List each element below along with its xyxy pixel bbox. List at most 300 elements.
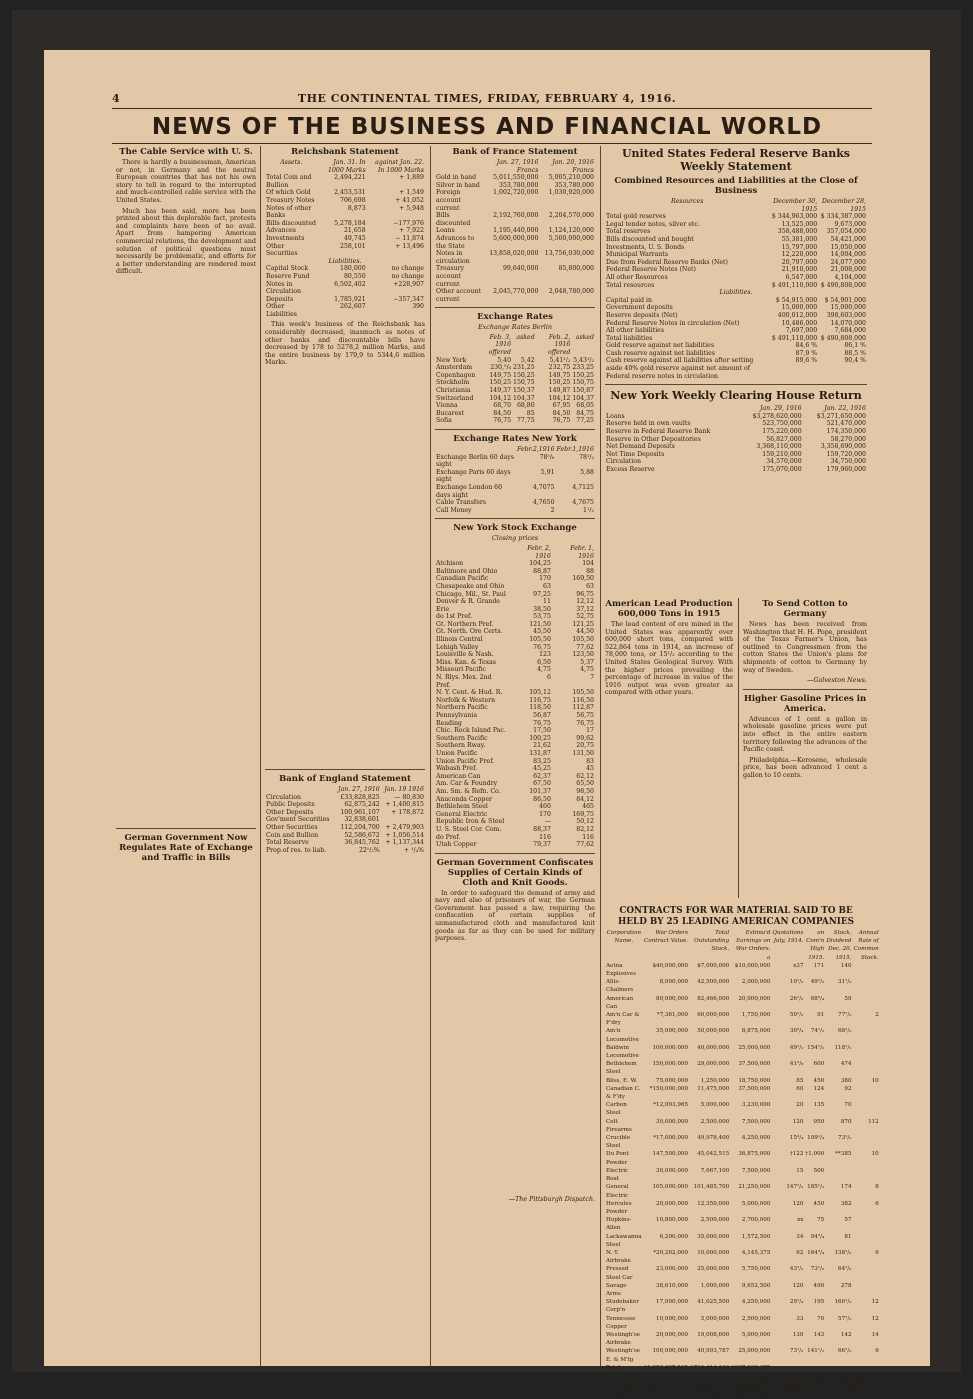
- table-row: [435, 750, 595, 758]
- row-label: Lehigh Valley: [436, 643, 479, 651]
- cell-value: 26¹/₂: [789, 995, 804, 1002]
- table-row: [435, 591, 595, 599]
- cell-value: 10,486,000: [781, 319, 818, 327]
- table-row: [265, 809, 425, 817]
- cell-value: $7,000,000: [697, 962, 730, 969]
- cell-value: 34,570,000: [766, 458, 802, 466]
- cell-value: 14: [871, 1331, 879, 1338]
- row-label: N. Y. Cent. & Hud. R.: [436, 689, 503, 697]
- row-label: Stockholm: [436, 379, 470, 387]
- cell-value: 10: [871, 1151, 879, 1158]
- cell-value: 380: [840, 1077, 852, 1084]
- cell-value: 195: [813, 1299, 825, 1306]
- row-label: Investments, U. S. Bonds: [606, 243, 685, 251]
- row-label: Chesapeake and Ohio: [436, 582, 505, 590]
- cell-value: 13,756,030,000: [544, 250, 594, 258]
- article-headline: German Government Confiscates Supplies of Certain Kinds of Cloth and Knit Goods.: [436, 857, 594, 888]
- cell-value: 62,37: [533, 772, 551, 780]
- cell-value: 104,37: [572, 394, 594, 402]
- cell-value: 94³/₄: [810, 1233, 825, 1240]
- table-row: [605, 320, 867, 328]
- cell-value: 20,000,000: [738, 995, 771, 1002]
- cell-value: 231,25: [513, 364, 535, 372]
- cell-value: 4,75: [580, 666, 594, 674]
- column-header: Quotations July, 1914.: [772, 930, 804, 945]
- cell-value: 82,466,000: [697, 995, 730, 1002]
- cell-value: 2,204,570,000: [548, 212, 594, 220]
- cell-value: 64¹/₂: [838, 1266, 852, 1273]
- row-label: Baltimore and Ohio: [436, 567, 498, 575]
- table-row: [435, 212, 595, 227]
- cell-value: 38,610,000: [656, 1282, 689, 1289]
- cell-value: 30,000,000: [656, 1118, 689, 1125]
- cell-value: 2,700,000: [741, 1217, 771, 1224]
- cell-value: 5,40: [497, 356, 512, 364]
- row-label: Treasury account current: [436, 265, 465, 288]
- cell-value: 40,000,000: [697, 1044, 730, 1051]
- cell-value: 2,453,531: [334, 189, 366, 197]
- cell-value: 98,50: [576, 787, 594, 795]
- table-row: [435, 598, 595, 606]
- row-label: General Electric: [606, 1184, 629, 1199]
- row-label: Total gold reserves: [606, 213, 666, 221]
- row-label: Other Securities: [266, 242, 298, 258]
- cell-value: 116,75: [529, 696, 551, 704]
- cell-value: 62: [796, 1249, 804, 1256]
- cell-value: 14,004,000: [830, 251, 866, 259]
- row-label: Canadian Pacific: [436, 575, 489, 583]
- cell-value: 12,350,000: [697, 1200, 730, 1207]
- cell-value: 123: [539, 651, 551, 659]
- cell-value: 82,12: [576, 825, 594, 833]
- row-label: Gt. North. Ore Certs.: [436, 628, 503, 636]
- cell-value: £33,828,825: [340, 793, 380, 801]
- row-label: Bills discounted: [266, 219, 317, 227]
- row-label: Atchison: [436, 560, 464, 568]
- cell-value: 135: [813, 1102, 825, 1109]
- table-row: [605, 1118, 880, 1134]
- table-row: [605, 995, 880, 1011]
- table-row: [435, 644, 595, 652]
- cell-value: 9,652,500: [741, 1282, 771, 1289]
- cell-value: 147¹/₂: [786, 1184, 804, 1191]
- cell-value: $ 344,963,000: [771, 213, 818, 221]
- cell-value: 490: [813, 1282, 825, 1289]
- table-row: [605, 259, 867, 267]
- cell-value: *20,262,000: [653, 1249, 689, 1256]
- column-divider: [430, 146, 431, 1366]
- cell-value: 45,042,515: [697, 1151, 730, 1158]
- continued-article-body: [116, 279, 256, 824]
- table-row: [435, 735, 595, 743]
- row-label: Total: [606, 1364, 621, 1371]
- table-separator: [435, 518, 595, 519]
- row-label: Bliss, E. W.: [606, 1077, 638, 1084]
- cell-value: 74¹/₂: [810, 1028, 825, 1035]
- cell-value: + ¹/₄%: [403, 846, 424, 854]
- cell-value: 4,7075: [532, 483, 555, 491]
- cell-value: 6: [875, 1348, 879, 1355]
- table-row: [435, 469, 595, 484]
- cell-value: 2,048,780,000: [548, 288, 594, 296]
- cell-value: 150,25: [572, 371, 594, 379]
- row-label: Cash reserve against all liabilities after setting aside 40% gold reserve against net amount of Federal reserve notes in circulation: [606, 357, 754, 380]
- article-paragraph: In order to safeguard the demand of army and navy and also of prisoners of war, the German Government has passed a law, requiring the confiscation of certain supplies of unmanufactured cloth and manufactured knit goods as far as they can be used for military purposes.: [435, 889, 595, 943]
- row-label: All other liabilities: [606, 327, 665, 335]
- cell-value: 62,875,242: [344, 801, 380, 809]
- cell-value: 15: [796, 1167, 804, 1174]
- cell-value: 50¹/₂: [789, 1012, 804, 1019]
- table-row: [435, 834, 595, 842]
- cell-value: —: [544, 818, 551, 826]
- row-label: Reserve Fund: [266, 272, 310, 280]
- cell-value: 6: [875, 1200, 879, 1207]
- table-row: [265, 296, 425, 304]
- cell-value: 159,210,000: [762, 450, 802, 458]
- cell-value: 112,87: [572, 704, 594, 712]
- cell-value: 36,875,000: [738, 1151, 771, 1158]
- cell-value: 87,9 %: [795, 349, 818, 357]
- table-row: [605, 962, 880, 978]
- cell-value: 2,045,770,000: [493, 288, 539, 296]
- cell-value: 141¹/₂: [807, 1348, 825, 1355]
- table-row: [605, 420, 867, 428]
- cell-value: 50,000,000: [697, 1028, 730, 1035]
- cell-value: 120: [792, 1118, 804, 1125]
- cell-value: 77,75: [516, 417, 535, 425]
- table-title: Reichsbank Statement: [291, 147, 399, 157]
- table-row: [435, 758, 595, 766]
- cell-value: 85,800,000: [558, 265, 594, 273]
- row-label: Switzerland: [436, 394, 474, 402]
- table-row: [605, 1011, 880, 1027]
- bank-of-england-table: Jan. 27, 1916 Jan. 19 1916 Circulation £33,828,825 — 80,830 Public Deposits 62,875,242 + 1,400,815 Other Deposits 100,961,107 + 178,872 Gov'ment Securities 32,838,601 Other Securities 112,204,700 + 2,479,903 Coin and Bullion 52,586,672 + 1,056,514 Total Reserve 36,845,762 + 1,137,344 Prop.of res. to liab. 22¹/₂% + ¹/₄%: [266, 786, 424, 854]
- cell-value: −177,976: [393, 219, 424, 227]
- cell-value: 49,745: [343, 234, 366, 242]
- cell-value: 258,101: [340, 242, 366, 250]
- cell-value: 21,250,000: [738, 1184, 771, 1191]
- row-label: Total Reserve: [266, 839, 309, 847]
- cell-value: 76,75: [576, 719, 594, 727]
- cell-value: [853, 1134, 880, 1150]
- table-row: [435, 674, 595, 689]
- table-row: [265, 794, 425, 802]
- row-label: Reserve held in own vaults: [606, 420, 691, 428]
- row-label: Copenhagen: [436, 371, 476, 379]
- cell-value: [853, 1085, 880, 1101]
- row-label: Public Deposits: [266, 801, 315, 809]
- cell-value: 2,192,760,000: [493, 212, 539, 220]
- cell-value: 382: [840, 1200, 852, 1207]
- cell-value: 25,000,000: [738, 1348, 771, 1355]
- cell-value: 60,000,000: [697, 1012, 730, 1019]
- page-number: 4: [112, 92, 120, 105]
- cell-value: 1,124,120,000: [548, 227, 594, 235]
- cell-value: 5,000,000: [700, 1315, 730, 1322]
- cell-value: 38,50: [533, 605, 551, 613]
- column-reichsbank: [265, 146, 425, 1366]
- cell-value: + 13,496: [395, 242, 424, 250]
- cell-value: 12,12: [576, 598, 594, 606]
- row-label: Cable Transfers: [436, 499, 487, 507]
- row-label: Norfolk & Western: [436, 696, 496, 704]
- cell-value: 120: [792, 1200, 804, 1207]
- table-row: [435, 507, 595, 515]
- table-row: [605, 251, 867, 259]
- cell-value: 21,658: [343, 227, 366, 235]
- cell-value: 278: [840, 1282, 852, 1289]
- table-row: [265, 273, 425, 281]
- row-label: Colt Firearms: [606, 1118, 632, 1133]
- column-header: Stock, Dividend Dec. 20, 1915.: [826, 930, 852, 961]
- federal-reserve-table: Resources December 30, 1915 December 28, 1915 Total gold reserves $ 344,963,000 $ 334,387,000 Legal tender notes, silver etc. 13,525,000 9,673,000 Total reserves 358,488,000 357,054,000 Bills discounted and bought 55,381,000 54,421,000 Investments, U. S. Bonds 15,797,000 15,050,000 Municipal Warrants 12,220,000 14,004,000 Due from Federal Reserve Banks (Net) 20,797,000 24,077,000 Federal Reserve Notes (Net) 21,910,000 21,008,000 All other Resources 6,547,000 4,104,000 Total resources $ 491,110,000 $ 490,808,000 Liabilities. Capital paid in $ 54,915,000 $ 54,901,000 Government deposits 15,000,000 15,000,000 Reserve deposits (Net) 400,012,000 398,603,000 Federal Reserve Notes in circulation (Net) 10,486,000 14,070,000 All other liabilities 7,697,000 7,684,000 Total liabilities $ 491,110,000 $ 490,808,000 Gold reserve against net liabilities 84,6 % 86,1 % Cash reserve against net liabilities 87,9 % 88,5 % Cash reserve against all liabilities after setting aside 40% gold reserve against net amount of Federal reserve notes in circulation 89,6 % 90,4 %: [606, 198, 866, 380]
- cell-value: 29¹/₄: [789, 1299, 804, 1306]
- cell-value: 104,12: [548, 394, 571, 402]
- table-row: [435, 575, 595, 583]
- table-row: [435, 811, 595, 819]
- war-contracts-table: [605, 929, 880, 1372]
- cell-value: 150,25: [513, 371, 535, 379]
- cell-value: 70: [844, 1102, 852, 1109]
- row-label: Carbon Steel: [606, 1102, 627, 1117]
- cell-value: 35,000,000: [697, 1233, 730, 1240]
- cell-value: [853, 962, 880, 978]
- row-label: Vienna: [436, 402, 458, 410]
- table-row: [435, 659, 595, 667]
- table-row: [435, 788, 595, 796]
- cell-value: 100,25: [529, 734, 551, 742]
- table-row: [435, 613, 595, 621]
- table-row: [605, 1298, 880, 1314]
- banner-rule: [112, 143, 872, 144]
- row-label: Foreign account current: [436, 189, 461, 212]
- cell-value: 13,858,020,000: [489, 250, 539, 258]
- table-row: [265, 281, 425, 296]
- cell-value: 170: [539, 810, 551, 818]
- cell-value: 13,525,000: [781, 220, 818, 228]
- table-row: [265, 847, 425, 855]
- row-label: Wabash Pref.: [436, 765, 478, 773]
- cell-value: [853, 1101, 880, 1117]
- cell-value: x37: [793, 962, 804, 969]
- cell-value: 185¹/₂: [807, 1184, 825, 1191]
- article-headline: The Cable Service with U. S.: [119, 147, 253, 157]
- cell-value: 1,030,920,000: [548, 189, 594, 197]
- table-row: [605, 244, 867, 252]
- cell-value: 21,008,000: [830, 266, 866, 274]
- cell-value: 2,000,000: [741, 979, 771, 986]
- cell-value: **385: [835, 1151, 852, 1158]
- table-row: [435, 484, 595, 499]
- cell-value: 105,50: [572, 689, 594, 697]
- masthead-title: THE CONTINENTAL TIMES, FRIDAY, FEBRUARY 4, 1916.: [297, 92, 677, 105]
- column-header: Estima'd Earnings on War Orders. a: [735, 930, 771, 961]
- cell-value: 12: [871, 1315, 879, 1322]
- cell-value: 5,91: [540, 468, 555, 476]
- row-label: Hopkins-Allen: [606, 1217, 632, 1232]
- table-row: [435, 826, 595, 834]
- article-headline: Higher Gasoline Prices in America.: [743, 693, 867, 714]
- cell-value: 450: [813, 1200, 825, 1207]
- table-row: [605, 1364, 880, 1372]
- cell-value: 140: [840, 962, 852, 969]
- cell-value: [804, 1364, 825, 1372]
- cell-value: 37,500,000: [738, 1085, 771, 1092]
- cell-value: 164³/₄: [807, 1249, 825, 1256]
- cell-value: 2: [875, 1012, 879, 1019]
- exchange-newyork-table: Febr.2,1916 Febr.1,1916 Exchange Berlin 60 days sight 78⁵/₈ 78¹/₂ Exchange Paris 60 days sight 5,91 5,88 Exchange London 60 days sight 4,7075 4,7125 Cable Transfers 4,7650 4,7675 Call Money 2 1¹/₂: [436, 446, 594, 514]
- table-row: [435, 689, 595, 697]
- article-paragraph: Much has been said, more has been printed about this deplorable fact, protests and complaints have been of no avail. Apart from hampering American commercial relations, the development and solution of political questions must necessarily be problematic, and efforts for a better understanding are rendered most difficult.: [116, 207, 256, 276]
- cell-value: 1,785,921: [334, 295, 366, 303]
- cell-value: 10: [871, 1077, 879, 1084]
- cell-value: 112: [868, 1118, 879, 1125]
- cell-value: 150,25: [548, 379, 571, 387]
- cell-value: 870: [840, 1118, 852, 1125]
- cell-value: 14,070,000: [830, 319, 866, 327]
- cell-value: 63: [543, 582, 551, 590]
- column-cable-service: [116, 146, 256, 1366]
- cell-value: 104,37: [513, 394, 535, 402]
- cell-value: 4,7675: [572, 499, 594, 507]
- row-label: Bethlehem Steel: [436, 803, 488, 811]
- row-label: Total resources: [606, 281, 655, 289]
- cell-value: +228,907: [393, 280, 424, 288]
- cell-value: no change: [391, 272, 424, 280]
- cell-value: 20,000,000: [656, 1331, 689, 1338]
- cell-value: 4,145,375: [741, 1249, 771, 1256]
- row-label: Cash reserve against net liabilities: [606, 349, 715, 357]
- table-row: [435, 780, 595, 788]
- cell-value: $ 491,110,000: [771, 281, 818, 289]
- row-label: Bucarest: [436, 409, 464, 417]
- cell-value: 83: [586, 757, 594, 765]
- cell-value: 78¹/₂: [579, 453, 594, 461]
- cell-value: [771, 1364, 804, 1372]
- cell-value: 118¹/₂: [834, 1044, 852, 1051]
- row-label: Reserve deposits (Net): [606, 311, 678, 319]
- table-row: [435, 182, 595, 190]
- cell-value: 68,80: [516, 402, 535, 410]
- table-row: [605, 1150, 880, 1166]
- cell-value: 6,547,000: [785, 273, 818, 281]
- cell-value: 52,586,672: [344, 831, 380, 839]
- row-label: Illinois Central: [436, 636, 483, 644]
- table-row: [605, 1183, 880, 1199]
- table-row: [605, 458, 867, 466]
- cell-value: 1,002,720,000: [493, 189, 539, 197]
- row-label: American Can: [606, 995, 634, 1010]
- cell-value: + 41,052: [395, 196, 424, 204]
- masthead: [44, 92, 930, 106]
- cell-value: 79,37: [533, 841, 551, 849]
- row-label: Notes of other Banks: [266, 204, 312, 220]
- table-row: [265, 205, 425, 220]
- masthead-rule: [112, 108, 872, 109]
- cell-value: 41,025,500: [697, 1299, 730, 1306]
- cell-value: 49¹/₂: [810, 979, 825, 986]
- cell-value: [853, 1044, 880, 1060]
- column-header: Total Outstanding Stock.: [694, 930, 730, 953]
- cell-value: 120: [792, 1282, 804, 1289]
- cell-value: 5,000,000: [741, 1200, 771, 1207]
- row-label: Coin and Bullion: [266, 831, 319, 839]
- table-row: [435, 727, 595, 735]
- cell-value: 8,873: [347, 204, 366, 212]
- cell-value: 57¹/₂: [838, 1315, 852, 1322]
- cell-value: 5,278,184: [334, 219, 366, 227]
- table-row: [435, 606, 595, 614]
- article-paragraph: This week's business of the Reichsbank has considerably decreased, inasmuch as notes of other banks and discountable bills have decreased by 178 to 5278,2 million Marks, and the entire business by 179,9 to 5344,6 million Marks.: [265, 321, 425, 367]
- table-row: [605, 1060, 880, 1076]
- cell-value: 131,87: [529, 749, 551, 757]
- cell-value: 83,25: [533, 757, 551, 765]
- cell-value: [853, 1282, 880, 1298]
- cell-value: 17,50: [533, 727, 551, 735]
- cell-value: 5,88: [580, 468, 594, 476]
- cell-value: 150,75: [513, 379, 535, 387]
- row-label: Republic Iron & Steel: [436, 818, 505, 826]
- table-row: [605, 1167, 880, 1183]
- newspaper-page: [44, 50, 930, 1399]
- cell-value: 8,000,000: [659, 979, 689, 986]
- cell-value: 121,50: [529, 620, 551, 628]
- row-label: Union Pacific Pref.: [436, 757, 495, 765]
- table-footnote: a At arbitrary rate of 25%, profit. † Not including extra dividend. * Officially confirmed. † Old stock. x Company incorporated in November, 1914. xx Company reorganized. ** New stock. ‡ Submarine Boat closed at 45¹/₄.: [605, 1375, 867, 1399]
- cell-value: 116,50: [572, 696, 594, 704]
- cell-value: 142: [840, 1331, 852, 1338]
- table-row: [605, 228, 867, 236]
- cell-value: [853, 1167, 880, 1183]
- table-row: [605, 1044, 880, 1060]
- cell-value: 3,230,000: [741, 1102, 771, 1109]
- row-label: Am'n Car & F'dry: [606, 1012, 640, 1027]
- table-row: [435, 796, 595, 804]
- cell-value: 2,500,000: [741, 1315, 771, 1322]
- cell-value: + 1,549: [399, 189, 424, 197]
- cell-value: [853, 1233, 880, 1249]
- cell-value: $10,000,000: [734, 962, 771, 969]
- cell-value: 63: [586, 582, 594, 590]
- cell-value: 116: [539, 833, 551, 841]
- cell-value: 43¹/₂: [789, 1266, 804, 1273]
- cell-value: 68³/₄: [810, 995, 825, 1002]
- row-label: Municipal Warrants: [606, 251, 669, 259]
- cell-value: 358,488,000: [777, 228, 818, 236]
- table-row: [605, 1249, 880, 1265]
- cell-value: 45: [586, 765, 594, 773]
- cell-value: 25,000,000: [697, 1266, 730, 1273]
- table-row: [435, 499, 595, 507]
- continued-article-body: [265, 370, 425, 765]
- cell-value: 15,000,000: [781, 304, 818, 312]
- row-label: Circulation: [266, 793, 301, 801]
- clearing-house-table: Jan. 29, 1916 Jan. 22, 1916 Loans $3,278,620,000 $3,271,650,000 Reserve held in own vaults 523,750,000 521,470,000 Reserve in Federal Reserve Bank 175,220,000 174,350,000 Reserve in Other Depositories 56,827,000 58,270,000 Net Demand Deposits 3,368,110,000 3,358,690,000 Net Time Deposits 159,210,000 159,720,000 Circulation 34,570,000 34,750,000 Excess Reserve 175,070,000 179,960,000: [606, 405, 866, 473]
- row-label: Du Pont Powder: [606, 1151, 629, 1166]
- cell-value: 5,011,550,000: [493, 174, 539, 182]
- cell-value: $40,000,000: [652, 962, 689, 969]
- cell-value: 4,75: [537, 666, 551, 674]
- cell-value: 3,368,110,000: [756, 443, 802, 451]
- cell-value: 232,75: [548, 364, 571, 372]
- cell-value: $3,278,620,000: [752, 412, 802, 420]
- row-label: Aetna Explosives: [606, 962, 636, 978]
- cell-value: 179,960,000: [826, 466, 866, 473]
- table-title: Exchange Rates New York: [453, 434, 577, 444]
- cell-value: 21,62: [533, 742, 551, 750]
- row-label: Other Securities: [266, 824, 318, 831]
- cell-value: 25,000,000: [738, 1044, 771, 1051]
